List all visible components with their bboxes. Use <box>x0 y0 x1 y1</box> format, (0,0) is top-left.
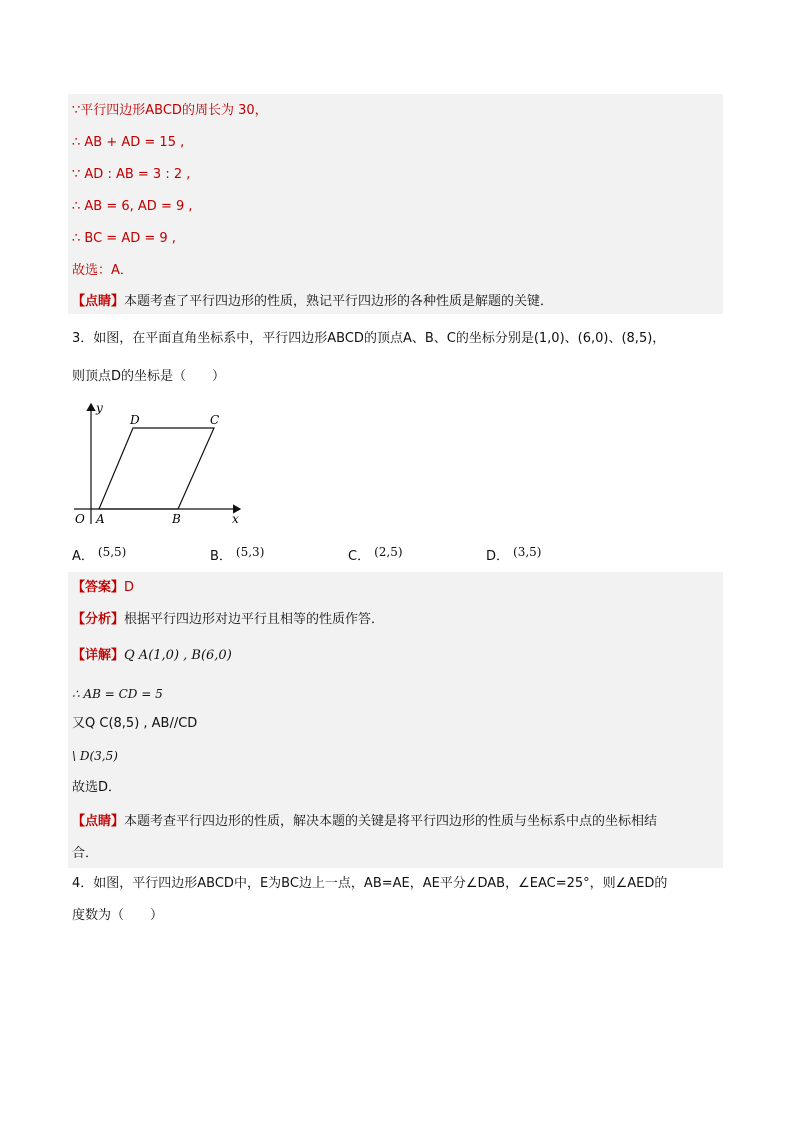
option-letter: D． <box>486 549 510 564</box>
question-3-text: 3．如图，在平面直角坐标系中，平行四边形ABCD的顶点A、B、C的坐标分别是(1,0)、(6,0)、(8,5)， <box>72 331 666 346</box>
solution-line: ∴ AB = 6, AD = 9 , <box>72 199 193 214</box>
solution-line: ∴ AB + AD = 15 , <box>72 135 185 150</box>
solution-line: ∵ AD : AB = 3 : 2 , <box>72 167 191 182</box>
solution-line: ∴ AB = CD = 5 <box>72 687 163 701</box>
option-letter: A． <box>72 549 94 564</box>
option-value: (5,5) <box>97 545 127 559</box>
question-4-text: 度数为（ ） <box>72 908 164 923</box>
option-value: (3,5) <box>513 545 542 559</box>
question-4-text: 4．如图，平行四边形ABCD中，E为BC边上一点，AB=AE，AE平分∠DAB，∠EAC=25°，则∠AED的 <box>72 876 668 891</box>
comment-text: 本题考查了平行四边形的性质，熟记平行四边形的各种性质是解题的关键． <box>124 294 554 309</box>
option-value: (5,3) <box>235 545 265 559</box>
option-c[interactable] <box>348 546 403 567</box>
parallelogram-abcd <box>99 428 214 509</box>
option-letter: B． <box>210 549 232 564</box>
comment-line <box>72 292 553 312</box>
solution-line: 故选：A． <box>72 263 133 278</box>
point-b-label: B <box>172 512 181 526</box>
analysis-text: 根据平行四边形对边平行且相等的性质作答． <box>124 612 385 627</box>
comment-line <box>72 812 657 832</box>
point-d-label: D <box>130 413 140 427</box>
comment-tag: 【点睛】 <box>72 294 125 309</box>
y-axis-label: y <box>96 401 103 415</box>
parallelogram-figure <box>68 398 248 530</box>
solution-line: \ D(3,5) <box>72 749 118 763</box>
detail-tag: 【详解】 <box>72 648 125 663</box>
comment-tag: 【点睛】 <box>72 814 125 829</box>
analysis-line <box>72 610 384 630</box>
point-c-label: C <box>210 413 220 427</box>
detail-line <box>72 646 232 666</box>
answer-text: D <box>124 580 135 595</box>
point-a-label: A <box>96 512 105 526</box>
x-axis-label: x <box>232 512 239 526</box>
answer-line <box>72 578 134 598</box>
solution-line: 又Q C(8,5) , AB//CD <box>72 716 198 731</box>
solution-line: ∴ BC = AD = 9 , <box>72 231 176 246</box>
answer-tag: 【答案】 <box>72 580 125 595</box>
origin-label: O <box>75 512 85 526</box>
option-value: (2,5) <box>374 545 403 559</box>
detail-text: Q A(1,0) , B(6,0) <box>124 648 232 663</box>
option-a[interactable] <box>72 546 126 567</box>
question-3-text: 则顶点D的坐标是（ ） <box>72 369 226 384</box>
comment-text: 本题考查平行四边形的性质，解决本题的关键是将平行四边形的性质与坐标系中点的坐标相结 <box>124 814 658 829</box>
option-d[interactable] <box>486 546 541 567</box>
analysis-tag: 【分析】 <box>72 612 125 627</box>
option-b[interactable] <box>210 546 264 567</box>
comment-line: 合． <box>72 846 99 861</box>
solution-line: 故选D． <box>72 780 122 795</box>
option-letter: C． <box>348 549 371 564</box>
solution-line: ∵平行四边形ABCD的周长为 30， <box>72 103 268 118</box>
